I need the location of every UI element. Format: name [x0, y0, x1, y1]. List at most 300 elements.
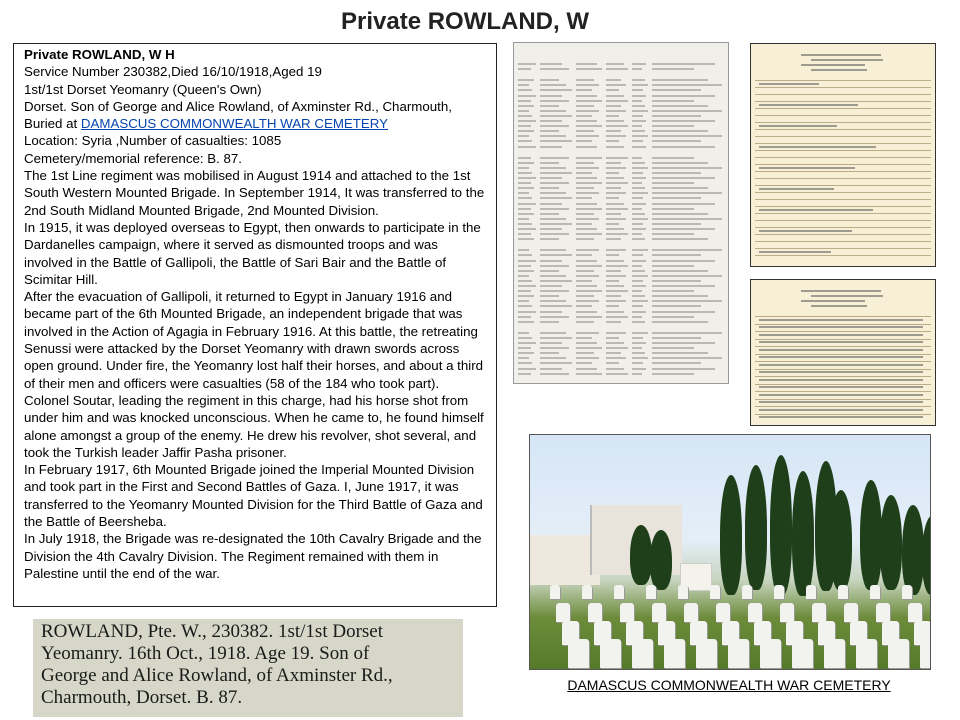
scan-text-line — [632, 135, 648, 137]
scan-text-line — [576, 162, 594, 164]
scan-text-line — [632, 332, 648, 334]
sheet-rule — [755, 143, 931, 144]
scan-text-line — [518, 228, 536, 230]
sheet-rule — [755, 150, 931, 151]
scan-text-line — [632, 110, 648, 112]
scan-text-line — [518, 79, 534, 81]
sheet-entry-line — [759, 83, 819, 85]
scan-text-line — [518, 68, 531, 70]
scan-text-line — [652, 337, 701, 339]
headstone — [780, 603, 794, 622]
cypress-tree — [650, 530, 672, 590]
headstone — [568, 639, 589, 668]
scan-text-line — [518, 218, 529, 220]
scan-text-line — [540, 172, 572, 174]
scan-text-line — [632, 68, 642, 70]
scan-text-line — [576, 167, 599, 169]
scan-text-line — [576, 213, 594, 215]
scan-text-line — [518, 157, 531, 159]
scan-text-line — [576, 130, 594, 132]
scan-text-line — [632, 300, 648, 302]
scan-text-line — [518, 368, 536, 370]
scan-text-line — [632, 238, 645, 240]
scan-text-line — [606, 192, 626, 194]
record-family-line: Dorset. Son of George and Alice Rowland, of Axminster Rd., Charmouth, — [24, 98, 452, 114]
scan-text-line — [540, 140, 572, 142]
scan-text-line — [518, 233, 531, 235]
headstone — [870, 585, 880, 599]
sheet-entry-line — [759, 104, 858, 106]
scan-text-line — [540, 130, 559, 132]
cypress-tree — [860, 480, 882, 590]
headstone — [588, 603, 602, 622]
sheet-rule — [755, 192, 931, 193]
scan-text-line — [606, 280, 619, 282]
headstone — [716, 603, 730, 622]
scan-text-line — [518, 203, 536, 205]
scan-text-line — [518, 347, 531, 349]
scan-text-line — [576, 68, 602, 70]
scan-text-line — [518, 172, 532, 174]
history-paragraph-5: In July 1918, the Brigade was re-designated the 10th Cavalry Brigade and the Division the 4th Cavalry Division. The Regiment remained with them in Palestine until the end of the war. — [24, 531, 482, 581]
scan-text-line — [606, 68, 628, 70]
record-text-box — [13, 43, 497, 607]
scan-text-line — [606, 157, 628, 159]
sheet-entry-line — [759, 409, 923, 411]
scan-text-line — [518, 213, 534, 215]
scan-text-line — [652, 265, 694, 267]
scan-text-line — [632, 265, 642, 267]
scan-text-line — [540, 321, 559, 323]
scan-text-line — [518, 342, 536, 344]
scan-text-line — [652, 182, 694, 184]
scan-text-line — [576, 63, 597, 65]
sheet-rule — [755, 361, 931, 362]
scan-text-line — [518, 270, 534, 272]
sheet-entry-line — [759, 394, 923, 396]
scan-text-line — [576, 228, 597, 230]
scan-text-line — [652, 368, 715, 370]
scan-text-line — [518, 254, 532, 256]
scan-text-line — [576, 249, 599, 251]
scan-text-line — [540, 223, 572, 225]
sheet-entry-line — [759, 386, 923, 388]
sheet-rule — [755, 331, 931, 332]
record-reference-line: Cemetery/memorial reference: B. 87. — [24, 150, 243, 166]
register-clipping — [33, 619, 463, 717]
scan-text-line — [632, 105, 645, 107]
clipping-line-3: George and Alice Rowland, of Axminster Rd., — [41, 665, 393, 686]
headstone — [812, 603, 826, 622]
scan-text-line — [576, 300, 599, 302]
cypress-tree — [880, 495, 902, 590]
scan-text-line — [606, 146, 624, 148]
scan-text-line — [518, 63, 536, 65]
scan-text-line — [540, 238, 559, 240]
scan-text-line — [518, 125, 531, 127]
scan-text-line — [576, 125, 602, 127]
scan-text-line — [606, 368, 624, 370]
scan-text-line — [606, 362, 619, 364]
headstone — [684, 603, 698, 622]
headstone — [582, 585, 592, 599]
scan-text-line — [652, 238, 708, 240]
scan-text-line — [518, 362, 532, 364]
scan-text-line — [632, 233, 642, 235]
cemetery-photo — [529, 434, 931, 670]
sheet-entry-line — [759, 401, 923, 403]
scan-text-line — [632, 290, 642, 292]
scan-text-line — [576, 95, 597, 97]
headstone — [792, 639, 813, 668]
scan-text-line — [652, 280, 701, 282]
scan-text-line — [632, 84, 648, 86]
scan-text-line — [540, 300, 566, 302]
scan-text-line — [576, 285, 597, 287]
scan-text-line — [518, 115, 532, 117]
scan-text-line — [606, 238, 621, 240]
scan-text-line — [606, 300, 626, 302]
scan-text-line — [518, 295, 534, 297]
record-location-line: Location: Syria ,Number of casualties: 1085 — [24, 133, 282, 149]
headstone — [742, 585, 752, 599]
sheet-entry-line — [759, 326, 923, 328]
sheet-rule — [755, 178, 931, 179]
scan-text-line — [652, 192, 722, 194]
scan-text-line — [518, 162, 534, 164]
scan-text-line — [518, 84, 529, 86]
scan-text-line — [652, 130, 708, 132]
scan-text-line — [540, 120, 562, 122]
scan-text-line — [606, 213, 621, 215]
scan-text-line — [540, 146, 562, 148]
scan-text-line — [652, 290, 694, 292]
sheet-entry-line — [759, 416, 923, 418]
scan-text-line — [576, 238, 594, 240]
scan-text-line — [652, 79, 708, 81]
scan-text-line — [606, 223, 619, 225]
scan-text-line — [606, 254, 619, 256]
scan-text-line — [652, 120, 715, 122]
scan-text-line — [652, 347, 694, 349]
scan-text-line — [632, 357, 648, 359]
war-graves-register-scan-2 — [750, 279, 936, 426]
sheet-rule — [755, 94, 931, 95]
scan-text-line — [632, 249, 648, 251]
cypress-tree — [745, 465, 767, 590]
scan-text-line — [652, 208, 694, 210]
scan-text-line — [540, 265, 569, 267]
scan-text-line — [632, 362, 643, 364]
sheet-rule — [755, 157, 931, 158]
scan-text-line — [606, 373, 628, 375]
scan-text-line — [606, 260, 624, 262]
sheet-entry-line — [759, 209, 873, 211]
scan-text-line — [632, 275, 648, 277]
scan-text-line — [606, 265, 628, 267]
scan-text-line — [606, 115, 619, 117]
headstone — [844, 603, 858, 622]
scan-text-line — [518, 275, 529, 277]
clipping-line-2: Yeomanry. 16th Oct., 1918. Age 19. Son of — [41, 643, 370, 664]
sheet-header-line — [801, 54, 881, 56]
scan-text-line — [606, 347, 628, 349]
scan-text-line — [652, 233, 694, 235]
scan-text-line — [576, 316, 602, 318]
sheet-entry-line — [759, 371, 923, 373]
scan-text-line — [540, 177, 562, 179]
scan-text-line — [540, 352, 559, 354]
headstone — [876, 603, 890, 622]
scan-text-line — [518, 305, 532, 307]
scan-text-line — [518, 120, 536, 122]
scan-text-line — [518, 177, 536, 179]
scan-text-line — [576, 140, 592, 142]
scan-text-line — [518, 105, 534, 107]
scan-text-line — [518, 130, 534, 132]
headstone — [806, 585, 816, 599]
scan-text-line — [540, 368, 562, 370]
scan-text-line — [540, 228, 562, 230]
headstone — [646, 585, 656, 599]
sheet-entry-line — [759, 334, 923, 336]
scan-text-line — [652, 68, 694, 70]
scan-text-line — [632, 120, 646, 122]
sheet-rule — [755, 199, 931, 200]
headstone — [550, 585, 560, 599]
scan-text-line — [576, 275, 599, 277]
scan-text-line — [540, 316, 569, 318]
scan-text-line — [632, 130, 645, 132]
scan-text-line — [576, 192, 599, 194]
cemetery-link[interactable]: DAMASCUS COMMONWEALTH WAR CEMETERY — [80, 116, 388, 132]
sheet-header-line — [801, 64, 865, 66]
scan-text-line — [652, 172, 701, 174]
scan-text-line — [518, 290, 531, 292]
sheet-entry-line — [759, 125, 837, 127]
scan-text-line — [632, 192, 648, 194]
scan-text-line — [576, 197, 592, 199]
scan-text-line — [576, 342, 597, 344]
scan-text-line — [518, 280, 532, 282]
scan-text-line — [518, 373, 531, 375]
sheet-rule — [755, 115, 931, 116]
scan-text-line — [632, 177, 646, 179]
scan-text-line — [576, 172, 592, 174]
scan-text-line — [606, 321, 621, 323]
scan-text-line — [652, 84, 722, 86]
scan-text-line — [576, 208, 602, 210]
scan-text-line — [576, 280, 592, 282]
scan-text-line — [606, 228, 624, 230]
sheet-rule — [755, 406, 931, 407]
scan-text-line — [518, 285, 536, 287]
scan-text-line — [652, 260, 715, 262]
scan-text-line — [576, 177, 597, 179]
sheet-rule — [755, 369, 931, 370]
scan-text-line — [632, 203, 646, 205]
scan-text-line — [576, 305, 592, 307]
scan-text-line — [540, 342, 562, 344]
scan-text-line — [632, 115, 643, 117]
scan-text-line — [606, 162, 621, 164]
scan-text-line — [632, 182, 642, 184]
scan-text-line — [652, 213, 708, 215]
scan-text-line — [540, 162, 559, 164]
scan-text-line — [518, 311, 536, 313]
scan-text-line — [632, 187, 645, 189]
scan-text-line — [606, 167, 626, 169]
headstone — [908, 603, 922, 622]
cypress-tree — [902, 505, 924, 595]
scan-text-line — [576, 332, 599, 334]
sheet-rule — [755, 122, 931, 123]
scan-text-line — [576, 84, 599, 86]
scan-text-line — [540, 135, 566, 137]
scan-text-line — [518, 197, 532, 199]
scan-text-line — [576, 203, 597, 205]
scan-text-line — [652, 162, 708, 164]
buried-prefix: Buried at — [24, 116, 81, 132]
scan-text-line — [652, 157, 694, 159]
scan-text-line — [518, 238, 534, 240]
war-graves-register-scan-1 — [750, 43, 936, 267]
scan-text-line — [518, 316, 531, 318]
scan-text-line — [652, 352, 708, 354]
scan-text-line — [652, 177, 715, 179]
headstone — [600, 639, 621, 668]
scan-text-line — [632, 228, 646, 230]
sheet-entry-line — [759, 319, 923, 321]
scan-text-line — [518, 265, 531, 267]
scan-text-line — [540, 218, 566, 220]
scan-text-line — [576, 352, 594, 354]
scan-text-line — [576, 347, 602, 349]
scan-text-line — [652, 223, 701, 225]
scan-text-line — [652, 300, 722, 302]
cypress-tree — [922, 515, 931, 595]
scan-text-line — [652, 321, 708, 323]
scan-text-line — [652, 197, 701, 199]
scan-text-line — [632, 146, 646, 148]
scan-text-line — [652, 203, 715, 205]
headstone — [632, 639, 653, 668]
scan-text-line — [518, 337, 532, 339]
scan-text-line — [518, 352, 534, 354]
scan-text-line — [540, 100, 569, 102]
scan-text-line — [652, 249, 722, 251]
scan-text-line — [518, 182, 531, 184]
sheet-entry-line — [759, 356, 923, 358]
scan-text-line — [518, 89, 532, 91]
scan-text-line — [576, 254, 592, 256]
scan-text-line — [518, 332, 529, 334]
sheet-rule — [755, 384, 931, 385]
headstone — [856, 639, 877, 668]
scan-text-line — [540, 285, 562, 287]
sheet-rule — [755, 164, 931, 165]
scan-text-line — [606, 140, 619, 142]
scan-text-line — [652, 332, 722, 334]
scan-text-line — [540, 115, 572, 117]
scan-text-line — [518, 100, 531, 102]
sheet-entry-line — [759, 188, 834, 190]
scan-text-line — [606, 316, 628, 318]
scan-text-line — [540, 260, 562, 262]
scan-text-line — [540, 270, 559, 272]
sheet-rule — [755, 399, 931, 400]
scan-text-line — [606, 357, 626, 359]
headstone — [838, 585, 848, 599]
scan-text-line — [652, 275, 722, 277]
scan-text-line — [652, 373, 694, 375]
scan-text-line — [652, 105, 708, 107]
scan-text-line — [652, 187, 708, 189]
scan-text-line — [652, 125, 694, 127]
scan-text-line — [576, 223, 592, 225]
record-service-line: Service Number 230382,Died 16/10/1918,Aged 19 — [24, 64, 322, 80]
history-paragraph-4: In February 1917, 6th Mounted Brigade joined the Imperial Mounted Division and took part in the First and Second Battles of Gaza. I, June 1917, it was transferred to the Yeomanry Mounted Division for the Third Battle of Gaza and the Battle of Beersheba. — [24, 462, 483, 530]
scan-text-line — [606, 290, 628, 292]
scan-text-line — [518, 260, 536, 262]
scan-text-line — [606, 177, 624, 179]
scan-text-line — [606, 249, 626, 251]
sheet-rule — [755, 213, 931, 214]
scan-text-line — [540, 337, 572, 339]
sheet-rule — [755, 316, 931, 317]
scan-text-line — [540, 157, 569, 159]
scan-text-line — [576, 100, 602, 102]
scan-text-line — [632, 368, 646, 370]
scan-text-line — [632, 295, 645, 297]
scan-text-line — [540, 275, 566, 277]
scan-text-line — [606, 352, 621, 354]
scan-text-line — [540, 362, 572, 364]
scan-text-line — [540, 95, 562, 97]
scan-text-line — [576, 89, 592, 91]
scan-text-line — [632, 172, 643, 174]
headstone — [620, 603, 634, 622]
scan-text-line — [652, 295, 708, 297]
record-unit-line: 1st/1st Dorset Yeomanry (Queen's Own) — [24, 81, 262, 97]
scan-text-line — [606, 100, 628, 102]
sheet-rule — [755, 171, 931, 172]
scan-text-line — [606, 187, 621, 189]
scan-text-line — [540, 332, 566, 334]
scan-text-line — [576, 337, 592, 339]
scan-text-line — [540, 192, 566, 194]
scan-text-line — [606, 110, 626, 112]
headstone — [614, 585, 624, 599]
sheet-rule — [755, 87, 931, 88]
history-paragraph-1: The 1st Line regiment was mobilised in August 1914 and attached to the 1st South Western Mounted Brigade. In September 1914, It was transferred to the 2nd South Midland Mounted Brigade, 2nd Mounted Division. — [24, 168, 485, 218]
cypress-tree — [830, 490, 852, 590]
scan-text-line — [632, 223, 643, 225]
scan-text-line — [518, 249, 529, 251]
scan-text-line — [576, 79, 594, 81]
headstone — [748, 603, 762, 622]
photo-caption: DAMASCUS COMMONWEALTH WAR CEMETERY — [567, 677, 891, 693]
sheet-rule — [755, 136, 931, 137]
scan-text-line — [540, 305, 572, 307]
scan-text-line — [652, 311, 715, 313]
scan-text-line — [576, 182, 602, 184]
scan-text-line — [606, 182, 628, 184]
scan-text-line — [652, 362, 701, 364]
scan-text-line — [576, 135, 599, 137]
sheet-entry-line — [759, 349, 923, 351]
scan-text-line — [652, 115, 701, 117]
